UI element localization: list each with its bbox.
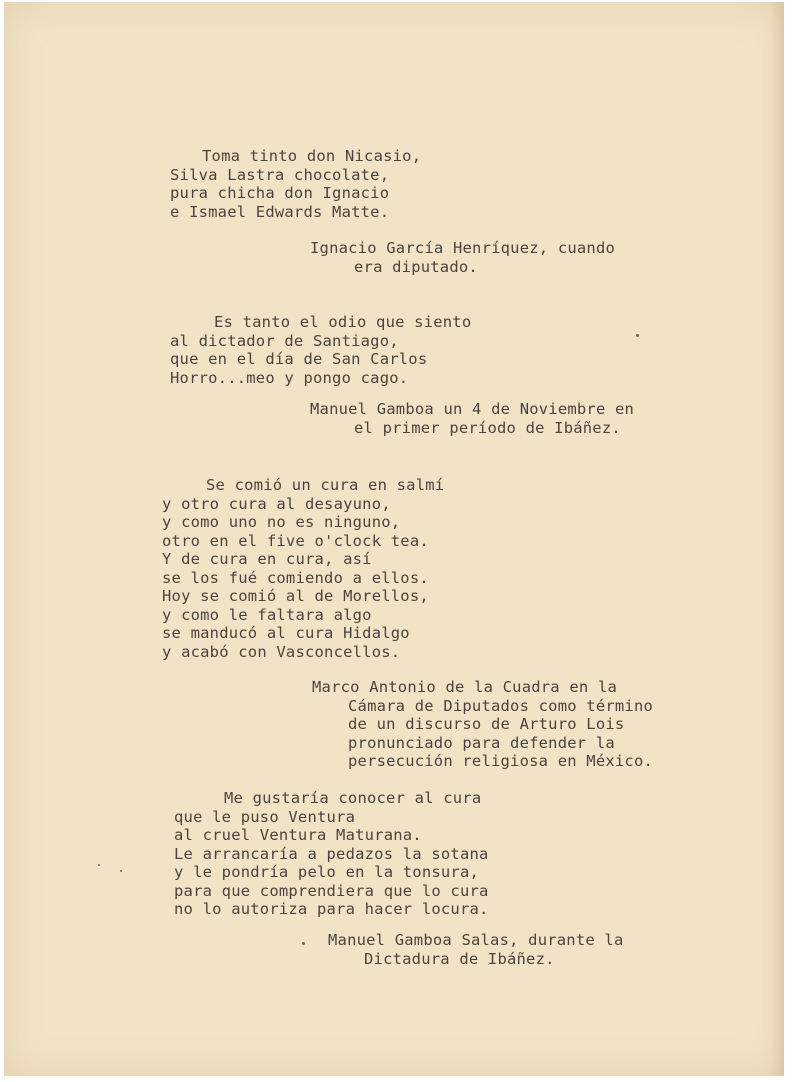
verse-line: Horro...meo y pongo cago. xyxy=(170,368,409,387)
verse-line: y le pondría pelo en la tonsura, xyxy=(174,863,480,881)
attribution-line: persecución religiosa en México. xyxy=(348,752,654,770)
verse-line: Silva Lastra chocolate, xyxy=(170,165,390,184)
verse-line: y como le faltara algo xyxy=(162,605,372,624)
verse-line: se manducó al cura Hidalgo xyxy=(162,624,410,642)
verse-line: para que comprendiera que lo cura xyxy=(174,881,489,900)
attribution-line: Ignacio García Henríquez, cuando xyxy=(310,239,616,257)
verse-line: Me gustaría conocer al cura xyxy=(224,789,482,807)
verse-line: y otro cura al desayuno, xyxy=(162,494,391,513)
stanza-3 xyxy=(162,476,444,661)
attribution-2 xyxy=(310,400,634,437)
attribution-line: pronunciado para defender la xyxy=(348,733,615,752)
verse-line: y acabó con Vasconcellos. xyxy=(162,642,401,661)
ink-speck xyxy=(302,942,305,945)
verse-line: Le arrancaría a pedazos la sotana xyxy=(174,844,489,863)
verse-line: e Ismael Edwards Matte. xyxy=(170,202,390,221)
verse-line: Se comió un cura en salmí xyxy=(206,476,445,494)
verse-line: al cruel Ventura Maturana. xyxy=(174,826,422,844)
verse-line: se los fué comiendo a ellos. xyxy=(162,568,429,587)
typewritten-page xyxy=(4,2,784,1076)
verse-line: y como uno no es ninguno, xyxy=(162,513,401,531)
verse-line: que en el día de San Carlos xyxy=(170,350,428,368)
verse-line: Y de cura en cura, así xyxy=(162,550,372,568)
verse-line: otro en el five o'clock tea. xyxy=(162,531,429,550)
attribution-line: el primer período de Ibáñez. xyxy=(354,418,621,437)
verse-line: no lo autoriza para hacer locura. xyxy=(174,900,489,918)
stanza-2 xyxy=(170,313,471,387)
verse-line: al dictador de Santiago, xyxy=(170,331,399,350)
verse-line: que le puso Ventura xyxy=(174,807,356,826)
attribution-line: Cámara de Diputados como término xyxy=(348,696,654,715)
verse-line: Hoy se comió al de Morellos, xyxy=(162,587,429,605)
attribution-line: Manuel Gamboa Salas, durante la xyxy=(328,931,624,949)
stanza-1 xyxy=(170,147,421,221)
attribution-line: era diputado. xyxy=(354,257,478,276)
attribution-line: Dictadura de Ibáñez. xyxy=(364,949,555,968)
attribution-4 xyxy=(328,931,624,968)
verse-line: Es tanto el odio que siento xyxy=(214,313,472,331)
ink-speck xyxy=(636,334,639,337)
attribution-line: de un discurso de Arturo Lois xyxy=(348,715,625,733)
attribution-line: Marco Antonio de la Cuadra en la xyxy=(312,678,618,696)
verse-line: pura chicha don Ignacio xyxy=(170,184,390,202)
stanza-4 xyxy=(174,789,489,919)
attribution-3 xyxy=(312,678,653,771)
ink-speck xyxy=(98,864,100,866)
attribution-1 xyxy=(310,239,615,276)
ink-speck xyxy=(120,870,122,872)
verse-line: Toma tinto don Nicasio, xyxy=(202,147,422,165)
attribution-line: Manuel Gamboa un 4 de Noviembre en xyxy=(310,400,635,418)
